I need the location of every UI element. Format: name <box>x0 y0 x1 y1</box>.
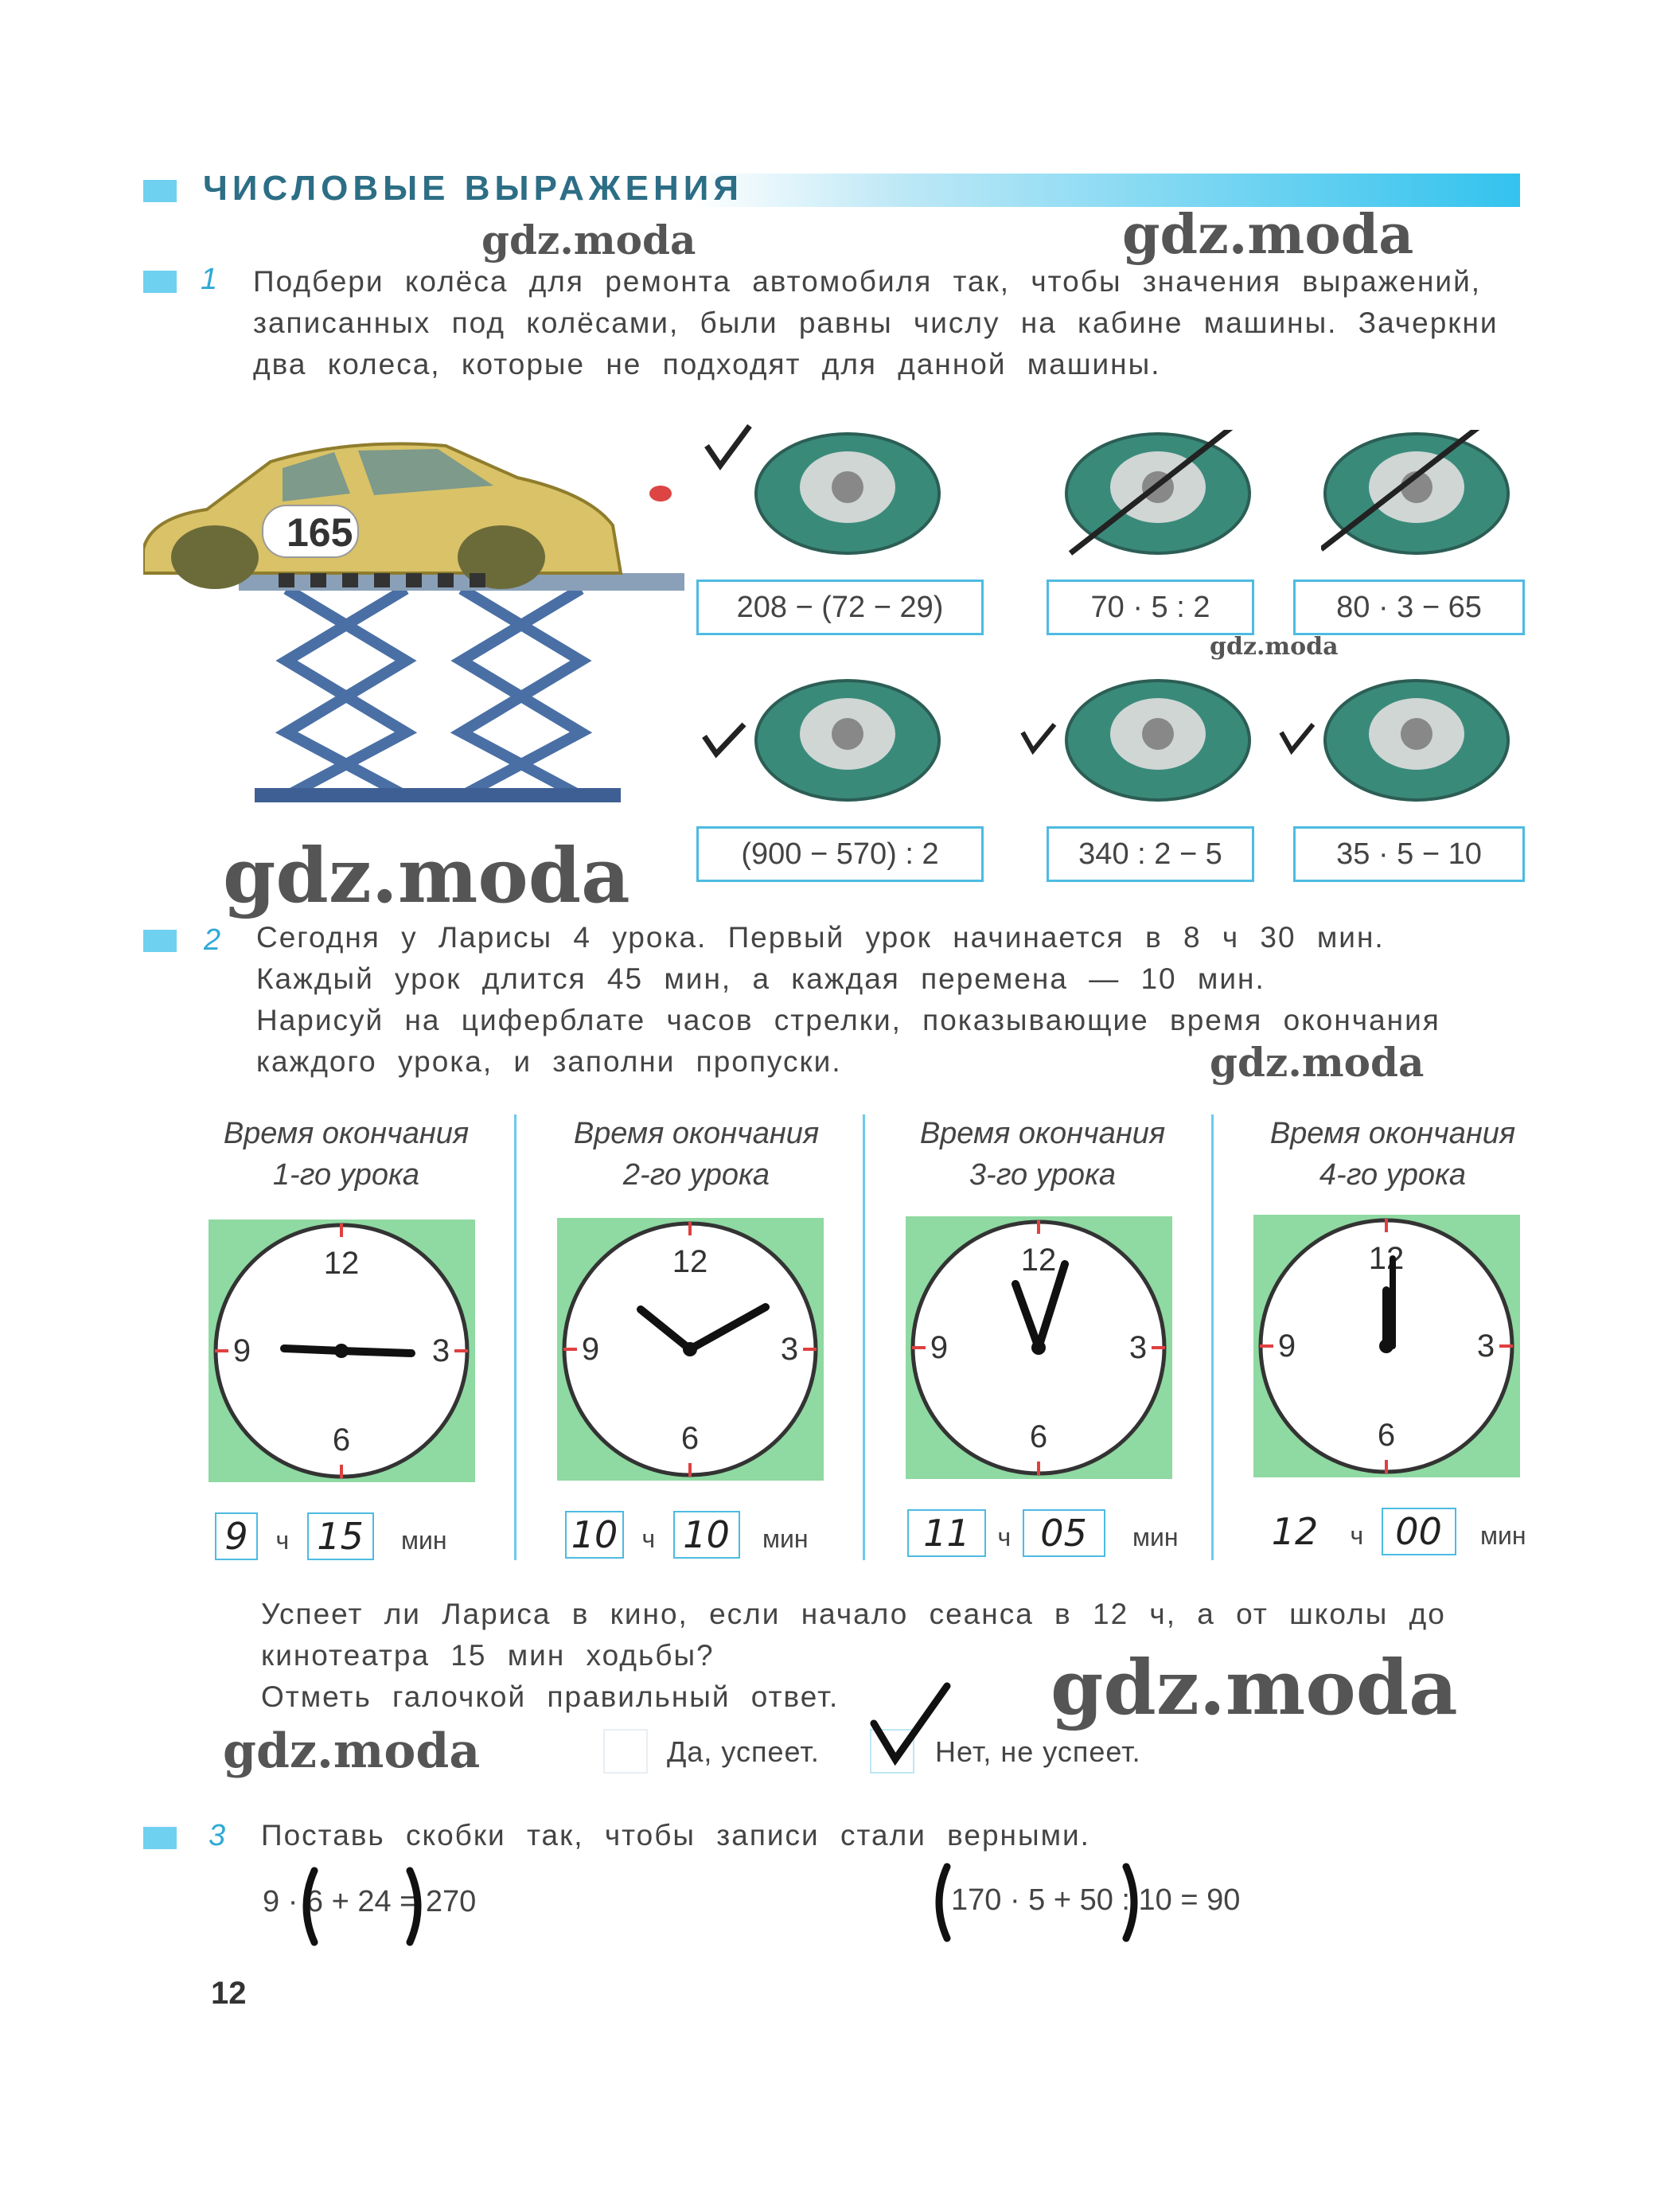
hours-input[interactable]: 10 <box>565 1511 624 1559</box>
clock-caption-line: 4-го урока <box>1319 1158 1467 1192</box>
minutes-unit: мин <box>401 1526 447 1555</box>
car-number: 165 <box>286 510 353 555</box>
wheel-expression: 35 · 5 − 10 <box>1293 826 1525 882</box>
watermark: gdz.moda <box>1210 1039 1425 1086</box>
clock-numeral: 3 <box>1476 1329 1495 1364</box>
section-title: ЧИСЛОВЫЕ ВЫРАЖЕНИЯ <box>203 169 743 208</box>
clock-caption <box>1234 1113 1552 1196</box>
task1-line: два колеса, которые не подходят для данной машины. <box>253 348 1161 380</box>
hours-unit: ч <box>997 1523 1012 1551</box>
task2-text <box>256 917 1530 1083</box>
clock-caption-line: Время окончания <box>1269 1117 1516 1150</box>
clock-numeral: 6 <box>680 1421 700 1456</box>
minutes-input[interactable]: 05 <box>1023 1509 1105 1557</box>
clock-numeral: 9 <box>581 1332 600 1367</box>
minute-hand <box>341 1351 411 1353</box>
question-line: Успеет ли Лариса в кино, если начало сеанса в 12 ч, а от школы до <box>261 1598 1446 1630</box>
minutes-unit: мин <box>1480 1521 1526 1550</box>
bracket-marks <box>923 1863 1146 1942</box>
car-on-lift-illustration <box>143 430 716 812</box>
clock-numeral: 6 <box>1029 1419 1048 1454</box>
clock-numeral: 12 <box>1368 1241 1405 1276</box>
hour-hand <box>284 1348 341 1351</box>
page-number: 12 <box>211 1976 247 2011</box>
clock-caption-line: 1-го урока <box>272 1158 420 1192</box>
clock-numeral: 3 <box>780 1332 799 1367</box>
minutes-input[interactable]: 00 <box>1382 1508 1456 1555</box>
task2-line: каждого урока, и заполни пропуски. <box>256 1045 842 1078</box>
wheel-icon <box>1062 430 1253 557</box>
task3-expression: 170 · 5 + 50 : 10 = 90 <box>951 1883 1241 1917</box>
wheel-expression: 70 · 5 : 2 <box>1047 580 1254 635</box>
clock-face <box>209 1220 475 1482</box>
watermark: gdz.moda <box>1050 1644 1458 1732</box>
time-answer <box>565 1511 809 1559</box>
clock-caption <box>883 1113 1202 1196</box>
task1-number: 1 <box>201 263 218 296</box>
clock-caption-line: 3-го урока <box>969 1158 1117 1192</box>
column-divider <box>514 1114 516 1560</box>
clock-numeral: 9 <box>930 1330 949 1365</box>
clock-numeral: 6 <box>332 1422 351 1458</box>
clock-face <box>1253 1215 1520 1477</box>
task3-text: Поставь скобки так, чтобы записи стали верными. <box>261 1819 1090 1852</box>
wheel-icon <box>1062 677 1253 804</box>
watermark: gdz.moda <box>1210 633 1339 661</box>
clock-face <box>557 1218 824 1481</box>
task1-marker <box>143 271 177 293</box>
clock-numeral: 3 <box>1128 1330 1148 1365</box>
hours-input[interactable]: 12 <box>1271 1510 1319 1553</box>
clock-caption-line: Время окончания <box>573 1117 820 1150</box>
watermark: gdz.moda <box>1122 203 1414 267</box>
task1-line: Подбери колёса для ремонта автомобиля так, чтобы значения выражений, <box>253 265 1482 298</box>
section-marker <box>143 180 177 202</box>
clock-caption-line: Время окончания <box>919 1117 1166 1150</box>
minutes-input[interactable]: 15 <box>307 1512 374 1560</box>
clock-numeral: 9 <box>232 1333 251 1368</box>
check-mark-icon <box>700 720 748 760</box>
question-line: кинотеатра 15 мин ходьбы? <box>261 1639 715 1672</box>
task3-expression: 9 · 6 + 24 = 270 <box>263 1885 477 1918</box>
watermark: gdz.moda <box>223 1723 481 1779</box>
wheel-expression: 80 · 3 − 65 <box>1293 580 1525 635</box>
minutes-unit: мин <box>762 1524 809 1553</box>
hours-unit: ч <box>1350 1521 1364 1550</box>
clock-numeral: 9 <box>1277 1329 1296 1364</box>
clock-face <box>906 1216 1172 1479</box>
column-divider <box>1211 1114 1214 1560</box>
answer-yes-label: Да, успеет. <box>667 1735 820 1768</box>
task3-marker <box>143 1827 177 1849</box>
task1-line: записанных под колёсами, были равны числу на кабине машины. Зачеркни <box>253 306 1499 339</box>
clock-caption-line: Время окончания <box>223 1117 470 1150</box>
hours-input[interactable]: 11 <box>907 1509 986 1557</box>
wheel-icon <box>752 677 943 804</box>
clock-numeral: 3 <box>431 1333 450 1368</box>
check-mark-icon <box>700 422 756 478</box>
watermark: gdz.moda <box>481 217 696 263</box>
task1-text <box>253 261 1526 385</box>
wheel-expression: (900 − 570) : 2 <box>696 826 984 882</box>
answer-no-label: Нет, не успеет. <box>935 1735 1141 1768</box>
question-line: Отметь галочкой правильный ответ. <box>261 1680 840 1713</box>
wheel-icon <box>1321 430 1512 557</box>
clock-caption <box>541 1113 852 1196</box>
minutes-unit: мин <box>1132 1523 1179 1551</box>
task2-line: Нарисуй на циферблате часов стрелки, показывающие время окончания <box>256 1004 1440 1036</box>
task3-number: 3 <box>209 1819 226 1852</box>
clock-caption-line: 2-го урока <box>622 1158 770 1192</box>
bracket-marks <box>290 1867 434 1946</box>
wheel-icon <box>752 430 943 557</box>
wheel-icon <box>1321 677 1512 804</box>
watermark: gdz.moda <box>223 832 630 920</box>
time-answer <box>215 1512 447 1560</box>
task2-line: Сегодня у Ларисы 4 урока. Первый урок начинается в 8 ч 30 мин. <box>256 921 1385 954</box>
clock-numeral: 6 <box>1377 1418 1396 1453</box>
time-answer <box>907 1509 1179 1557</box>
hours-unit: ч <box>275 1526 290 1555</box>
minutes-input[interactable]: 10 <box>673 1511 740 1559</box>
wheel-expression: 208 − (72 − 29) <box>696 580 984 635</box>
task2-marker <box>143 930 177 952</box>
clock-numeral: 12 <box>1020 1243 1057 1278</box>
time-answer <box>1257 1508 1526 1555</box>
task2-line: Каждый урок длится 45 мин, а каждая перемена — 10 мин. <box>256 962 1265 995</box>
clock-caption <box>191 1113 501 1196</box>
check-mark-icon <box>1277 720 1317 756</box>
task2-number: 2 <box>204 923 221 957</box>
wheel-expression: 340 : 2 − 5 <box>1047 826 1254 882</box>
clock-numeral: 12 <box>323 1246 360 1281</box>
column-divider <box>863 1114 865 1560</box>
clock-numeral: 12 <box>672 1244 708 1279</box>
hours-input[interactable]: 9 <box>215 1512 258 1560</box>
check-mark-icon <box>1019 720 1058 756</box>
answer-yes-checkbox[interactable] <box>603 1729 648 1774</box>
hours-unit: ч <box>641 1524 656 1553</box>
